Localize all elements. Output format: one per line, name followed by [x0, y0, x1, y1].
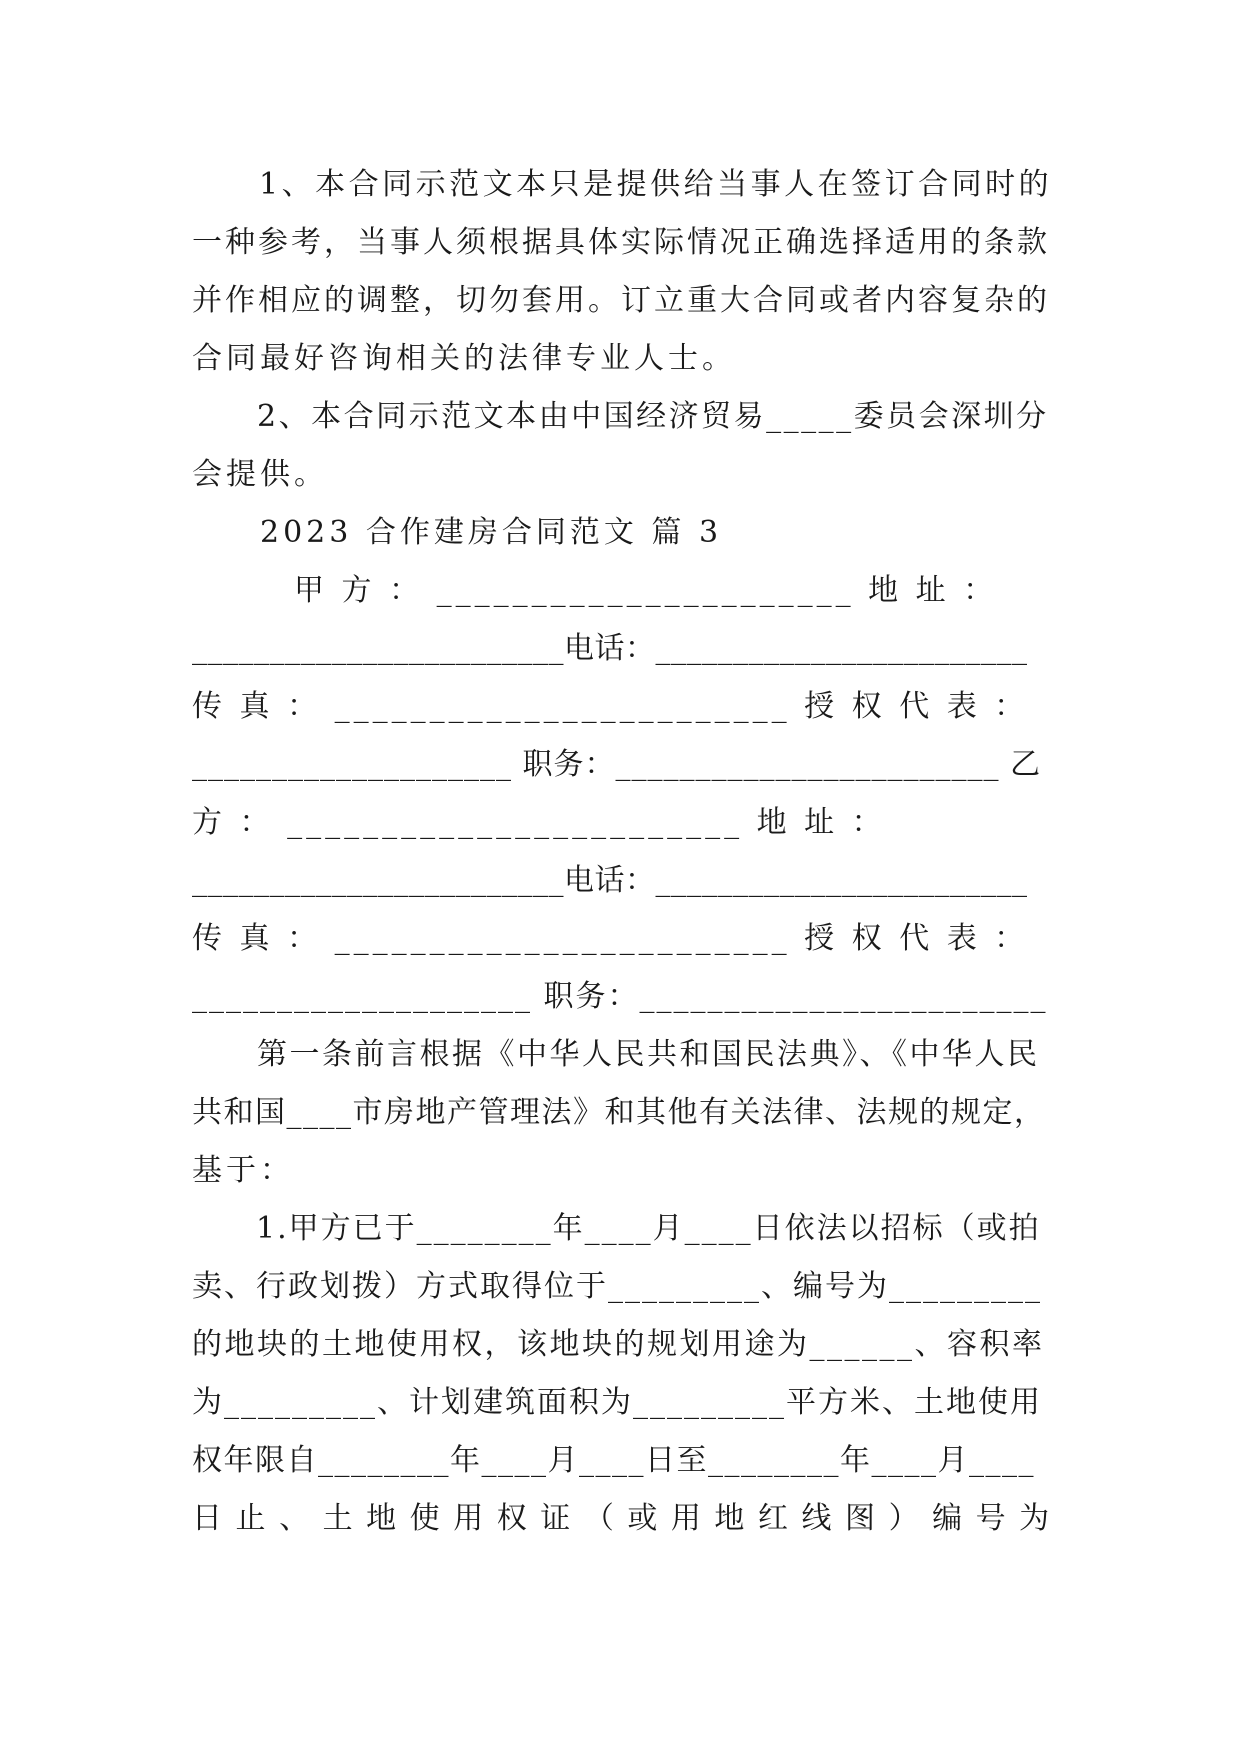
- form-line: 传 真 ： ________________________ 授 权 代 表 ：: [192, 689, 1029, 724]
- text-line: 1、本合同示范文本只是提供给当事人在签订合同时的: [192, 167, 1052, 202]
- text-line: 卖、行政划拨）方式取得位于_________、编号为_________: [192, 1269, 1042, 1304]
- form-line: ____________________ 职务：________________________ 乙: [192, 747, 1042, 782]
- text-line: 权年限自________年____月____日至________年____月____: [192, 1443, 1035, 1478]
- form-line: 传 真 ： ________________________ 授 权 代 表 ：: [192, 921, 1029, 956]
- text-line: 的地块的土地使用权，该地块的规划用途为______、容积率: [192, 1327, 1045, 1362]
- text-line: 2、本合同示范文本由中国经济贸易_____委员会深圳分: [192, 399, 1049, 434]
- text-line: 为_________、计划建筑面积为_________平方米、土地使用: [192, 1385, 1042, 1420]
- text-line: 并作相应的调整，切勿套用。订立重大合同或者内容复杂的: [192, 283, 1050, 318]
- text-line: 日 止 、 土 地 使 用 权 证 （ 或 用 地 红 线 图 ） 编 号 为: [192, 1501, 1052, 1536]
- text-line: 第一条前言根据《中华人民共和国民法典》、《中华人民: [192, 1037, 1040, 1072]
- text-line: 合同最好咨询相关的法律专业人士。: [192, 341, 736, 376]
- text-line: 1.甲方已于________年____月____日依法以招标（或拍: [192, 1211, 1041, 1246]
- section-heading: 2023 合作建房合同范文 篇 3: [192, 515, 723, 550]
- text-line: 基于：: [192, 1153, 294, 1188]
- text-line: 共和国____市房地产管理法》和其他有关法律、法规的规定，: [192, 1095, 1046, 1130]
- party-b-line: 方 ： ________________________ 地 址 ：: [192, 805, 886, 840]
- text-line: 一种参考，当事人须根据具体实际情况正确选择适用的条款: [192, 225, 1050, 260]
- party-a-line: 甲 方 ： ______________________ 地 址 ：: [192, 573, 998, 608]
- text-line: 会提供。: [192, 457, 328, 492]
- form-line: ________________________电话：________________________: [192, 863, 1028, 898]
- form-line: ________________________电话：________________________: [192, 631, 1028, 666]
- form-line: ____________________ 职务：________________________: [192, 979, 1048, 1014]
